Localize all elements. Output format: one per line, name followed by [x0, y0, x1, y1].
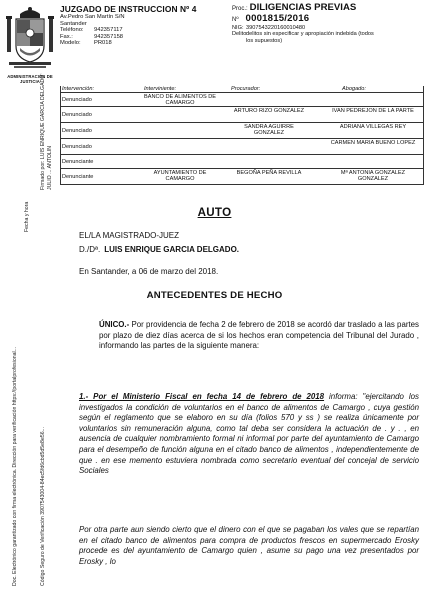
abogado-cell: CARMEN MARIA BUENO LOPEZ — [330, 140, 416, 146]
modelo-value: PR018 — [94, 40, 112, 47]
modelo-label: Modelo: — [60, 40, 81, 47]
header-intervencion: Intervención: — [62, 86, 95, 92]
nig-value: 3907543220160010480 — [246, 25, 306, 31]
abogado-cell: IVAN PEDREJON DE LA PARTE — [332, 108, 414, 114]
procurador-cell: BEGOÑA PEÑA REVILLA — [236, 170, 302, 176]
paragraph-text: Por otra parte aun siendo cierto que el dinero con el que se pagaban los vales que se repartían en el citado banco de alimentos para compra de productos frescos en supermercado Erosky procede es del ayuntamiento de Camargo quien , asume su pago una vez presentados por Erosky , lo — [79, 525, 419, 566]
section-title: ANTECEDENTES DE HECHO — [146, 290, 283, 301]
signature-side-text-2: JULIO ... ANTOLIN — [47, 145, 53, 190]
role-cell: Denunciado — [62, 144, 92, 150]
judge-name: LUIS ENRIQUE GARCIA DELGADO. — [104, 245, 240, 254]
party-cell: BANCO DE ALIMENTOS DE CAMARGO — [144, 94, 217, 106]
city-date: En Santander, a 06 de marzo del 2018. — [79, 267, 219, 276]
signature-side-text: Firmado por: LUIS ENRIQUE GARCIA DELGADO — [40, 74, 46, 190]
judge-name-line — [79, 245, 239, 254]
fax-label: Fax.: — [60, 33, 73, 40]
paragraph-text: Por providencia de fecha 2 de febrero de 2018 se acordó dar traslado a las partes por plazo de diez días acerca de si los hechos eran competencia del Tribunal del Jurado , informando las partes de la siguiente manera: — [99, 320, 419, 351]
telefono-label: Teléfono: — [60, 27, 84, 34]
table-row — [60, 155, 423, 169]
header-procurador: Procurador: — [231, 86, 261, 92]
table-border-right — [423, 86, 424, 185]
role-cell: Denunciante — [62, 159, 94, 165]
court-city: Santander — [60, 20, 87, 27]
verification-side-text: Doc. Electrónico garantizado con firma electrónica. Dirección para verificación https://portalprofesional... — [12, 346, 18, 586]
delito-label: Delito: — [232, 31, 248, 38]
table-row — [60, 123, 423, 139]
court-title: JUZGADO DE INSTRUCCION Nº 4 — [60, 4, 197, 14]
procedure-number — [232, 13, 309, 24]
role-cell: Denunciado — [62, 97, 92, 103]
header-interviniente: Interviniente: — [144, 86, 177, 92]
delito-value: delitos sin especificar y apropiación indebida (todos los supuestos) — [246, 31, 374, 44]
role-cell: Denunciado — [62, 112, 92, 118]
court-info — [60, 14, 125, 47]
datetime-side-text: Fecha y hora — [24, 201, 30, 232]
table-row — [60, 139, 423, 155]
judge-line: EL/LA MAGISTRADO-JUEZ — [79, 231, 180, 240]
abogado-cell: Mª ANTONIA GONZALEZ GONZALEZ — [340, 170, 406, 182]
court-address: Av.Pedro San Martín S/N — [60, 14, 125, 20]
procurador-cell: ARTURO RIZO GONZALEZ — [233, 108, 305, 114]
table-row — [60, 93, 423, 107]
table-row — [60, 107, 423, 123]
coat-of-arms-emblem — [6, 6, 54, 76]
number-value: 0001815/2016 — [245, 13, 310, 24]
paragraph-continuation — [79, 525, 419, 567]
judge-prefix: D./Dª. — [79, 245, 101, 254]
csv-side-text: Código Seguro de Verificación 3907543004-84ec5fd6cbd5d5e8e56... — [40, 427, 46, 586]
role-cell: Denunciado — [62, 128, 92, 134]
parties-table — [60, 86, 423, 185]
header-abogado: Abogado: — [342, 86, 366, 92]
table-row — [60, 169, 423, 185]
proc-type-value: DILIGENCIAS PREVIAS — [249, 2, 357, 13]
paragraph-text: informa: "ejercitando los investigados la condición de voluntarios en el banco de alimentos de Camargo , cuya gestión según el reglamento que se elaboro en su día (folios 570 y ss ) se realiza únicamente por voluntarios sin remuneración alguna, como tal deba ser considera la actuación de . y . , en ausencia de cualquier nombramiento formal ni informal por parte del ayuntamiento de Camargo para el desempeño de función alguna en el citado banco de alimentos , independientemente de que . en ese memento estuviera nombrada como secretario eventual del concejal de servicio Sociales — [79, 392, 419, 476]
number-label: Nº — [232, 17, 239, 23]
procedure-type — [232, 2, 356, 13]
document-title: AUTO — [197, 206, 232, 219]
paragraph-unico — [79, 320, 419, 352]
parties-header — [60, 86, 423, 93]
abogado-cell: ADRIANA VILLEGAS REY — [339, 124, 407, 130]
paragraph-fiscal — [79, 392, 419, 477]
role-cell: Denunciante — [62, 174, 94, 180]
paragraph-lead: ÚNICO.- — [99, 320, 130, 329]
admin-justicia-label: ADMINISTRACIÓN DE JUSTICIA — [7, 74, 53, 84]
nig-block — [232, 25, 381, 44]
party-cell: AYUNTAMIENTO DE CAMARGO — [153, 170, 207, 182]
proc-label: Proc.: — [232, 6, 248, 12]
procurador-cell: SANDRA AGUIRRE GONZALEZ — [244, 124, 294, 136]
telefono-value: 942357117 — [94, 27, 123, 34]
nig-label: NIG: — [232, 25, 244, 31]
paragraph-lead: 1.- Por el Ministerio Fiscal en fecha 14 de febrero de 2018 — [79, 392, 325, 401]
fax-value: 942357158 — [94, 33, 124, 40]
